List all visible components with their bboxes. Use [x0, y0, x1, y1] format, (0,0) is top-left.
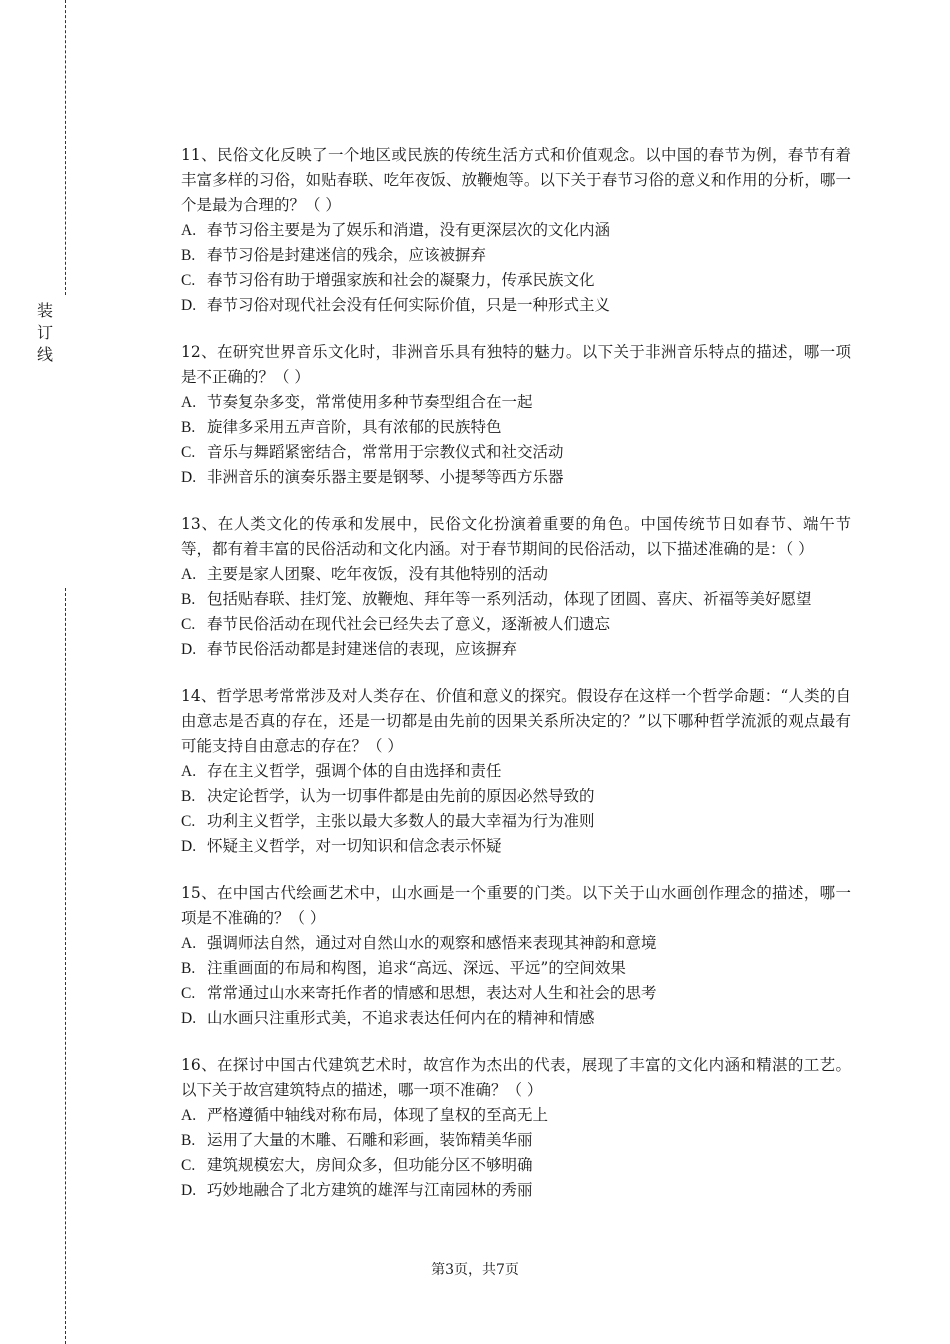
- option-text: 功利主义哲学，主张以最大多数人的最大幸福为行为准则: [207, 812, 595, 830]
- option-letter: D.: [181, 297, 197, 314]
- option-a: [181, 562, 851, 587]
- option-b: [181, 956, 851, 981]
- binding-dashed-line-bottom: [65, 588, 66, 1344]
- question-stem: 15、在中国古代绘画艺术中，山水画是一个重要的门类。以下关于山水画创作理念的描述，哪一项是不准确的？（ ）: [181, 884, 851, 927]
- option-a: [181, 1103, 851, 1128]
- question-stem: 14、哲学思考常常涉及对人类存在、价值和意义的探究。假设存在这样一个哲学命题：“人类的自由意志是否真的存在，还是一切都是由先前的因果关系所决定的？”以下哪种哲学流派的观点最有可能支持自由意志的存在？（ ）: [181, 687, 851, 755]
- option-letter: B.: [181, 419, 196, 436]
- option-c: [181, 268, 851, 293]
- option-text: 运用了大量的木雕、石雕和彩画，装饰精美华丽: [207, 1131, 533, 1149]
- option-text: 春节习俗是封建迷信的残余，应该被摒弃: [207, 246, 487, 264]
- option-a: [181, 759, 851, 784]
- question-list: [181, 143, 851, 1225]
- question-16: [181, 1053, 851, 1203]
- option-b: [181, 784, 851, 809]
- option-letter: A.: [181, 222, 197, 239]
- option-b: [181, 587, 851, 612]
- option-d: [181, 1006, 851, 1031]
- binding-margin-label: [34, 300, 56, 366]
- option-a: [181, 390, 851, 415]
- option-b: [181, 243, 851, 268]
- option-d: [181, 637, 851, 662]
- option-b: [181, 415, 851, 440]
- option-c: [181, 981, 851, 1006]
- question-stem: 12、在研究世界音乐文化时，非洲音乐具有独特的魅力。以下关于非洲音乐特点的描述，哪一项是不正确的？（ ）: [181, 343, 851, 386]
- binding-label-char: 订: [36, 323, 53, 342]
- option-text: 音乐与舞蹈紧密结合，常常用于宗教仪式和社交活动: [207, 443, 564, 461]
- binding-label-char: 线: [36, 345, 53, 364]
- option-letter: D.: [181, 469, 197, 486]
- option-text: 节奏复杂多变，常常使用多种节奏型组合在一起: [207, 393, 533, 411]
- option-text: 春节习俗对现代社会没有任何实际价值，只是一种形式主义: [207, 296, 611, 314]
- binding-dashed-line-top: [65, 0, 66, 295]
- option-text: 非洲音乐的演奏乐器主要是钢琴、小提琴等西方乐器: [207, 468, 564, 486]
- option-text: 严格遵循中轴线对称布局，体现了皇权的至高无上: [207, 1106, 549, 1124]
- option-letter: C.: [181, 813, 196, 830]
- option-letter: A.: [181, 763, 197, 780]
- option-letter: C.: [181, 444, 196, 461]
- option-text: 春节习俗主要是为了娱乐和消遣，没有更深层次的文化内涵: [207, 221, 611, 239]
- option-letter: A.: [181, 935, 197, 952]
- page-number: 第3页，共7页: [431, 1262, 519, 1278]
- option-c: [181, 440, 851, 465]
- question-stem: 16、在探讨中国古代建筑艺术时，故宫作为杰出的代表，展现了丰富的文化内涵和精湛的工艺。以下关于故宫建筑特点的描述，哪一项不准确？（ ）: [181, 1056, 851, 1099]
- option-letter: D.: [181, 838, 197, 855]
- option-a: [181, 218, 851, 243]
- binding-label-char: 装: [36, 301, 53, 320]
- option-text: 建筑规模宏大，房间众多，但功能分区不够明确: [207, 1156, 533, 1174]
- option-letter: A.: [181, 394, 197, 411]
- option-letter: B.: [181, 591, 196, 608]
- question-14: [181, 684, 851, 859]
- option-letter: D.: [181, 641, 197, 658]
- option-d: [181, 1178, 851, 1203]
- option-text: 主要是家人团聚、吃年夜饭，没有其他特别的活动: [207, 565, 549, 583]
- option-letter: C.: [181, 985, 196, 1002]
- option-letter: B.: [181, 247, 196, 264]
- question-12: [181, 340, 851, 490]
- option-letter: D.: [181, 1182, 197, 1199]
- question-11: [181, 143, 851, 318]
- option-text: 常常通过山水来寄托作者的情感和思想，表达对人生和社会的思考: [207, 984, 657, 1002]
- question-13: [181, 512, 851, 662]
- option-text: 山水画只注重形式美，不追求表达任何内在的精神和情感: [207, 1009, 595, 1027]
- option-text: 旋律多采用五声音阶，具有浓郁的民族特色: [207, 418, 502, 436]
- option-letter: C.: [181, 272, 196, 289]
- option-text: 强调师法自然，通过对自然山水的观察和感悟来表现其神韵和意境: [207, 934, 657, 952]
- option-text: 春节习俗有助于增强家族和社会的凝聚力，传承民族文化: [207, 271, 595, 289]
- question-stem: 11、民俗文化反映了一个地区或民族的传统生活方式和价值观念。以中国的春节为例，春节有着丰富多样的习俗，如贴春联、吃年夜饭、放鞭炮等。以下关于春节习俗的意义和作用的分析，哪一个是最为合理的？（ ）: [181, 146, 851, 214]
- option-letter: B.: [181, 1132, 196, 1149]
- option-c: [181, 1153, 851, 1178]
- option-letter: D.: [181, 1010, 197, 1027]
- option-c: [181, 612, 851, 637]
- option-a: [181, 931, 851, 956]
- option-text: 存在主义哲学，强调个体的自由选择和责任: [207, 762, 502, 780]
- option-letter: A.: [181, 1107, 197, 1124]
- option-text: 春节民俗活动都是封建迷信的表现，应该摒弃: [207, 640, 518, 658]
- question-stem: 13、在人类文化的传承和发展中，民俗文化扮演着重要的角色。中国传统节日如春节、端午节等，都有着丰富的民俗活动和文化内涵。对于春节期间的民俗活动，以下描述准确的是：（ ）: [181, 515, 851, 558]
- option-text: 决定论哲学，认为一切事件都是由先前的原因必然导致的: [207, 787, 595, 805]
- option-text: 春节民俗活动在现代社会已经失去了意义，逐渐被人们遗忘: [207, 615, 611, 633]
- question-15: [181, 881, 851, 1031]
- option-letter: B.: [181, 788, 196, 805]
- option-letter: C.: [181, 616, 196, 633]
- option-d: [181, 834, 851, 859]
- option-text: 包括贴春联、挂灯笼、放鞭炮、拜年等一系列活动，体现了团圆、喜庆、祈福等美好愿望: [207, 590, 812, 608]
- option-d: [181, 293, 851, 318]
- option-letter: A.: [181, 566, 197, 583]
- option-text: 注重画面的布局和构图，追求“高远、深远、平远”的空间效果: [207, 959, 626, 977]
- option-b: [181, 1128, 851, 1153]
- option-letter: C.: [181, 1157, 196, 1174]
- option-text: 怀疑主义哲学，对一切知识和信念表示怀疑: [207, 837, 502, 855]
- option-letter: B.: [181, 960, 196, 977]
- option-d: [181, 465, 851, 490]
- option-c: [181, 809, 851, 834]
- option-text: 巧妙地融合了北方建筑的雄浑与江南园林的秀丽: [207, 1181, 533, 1199]
